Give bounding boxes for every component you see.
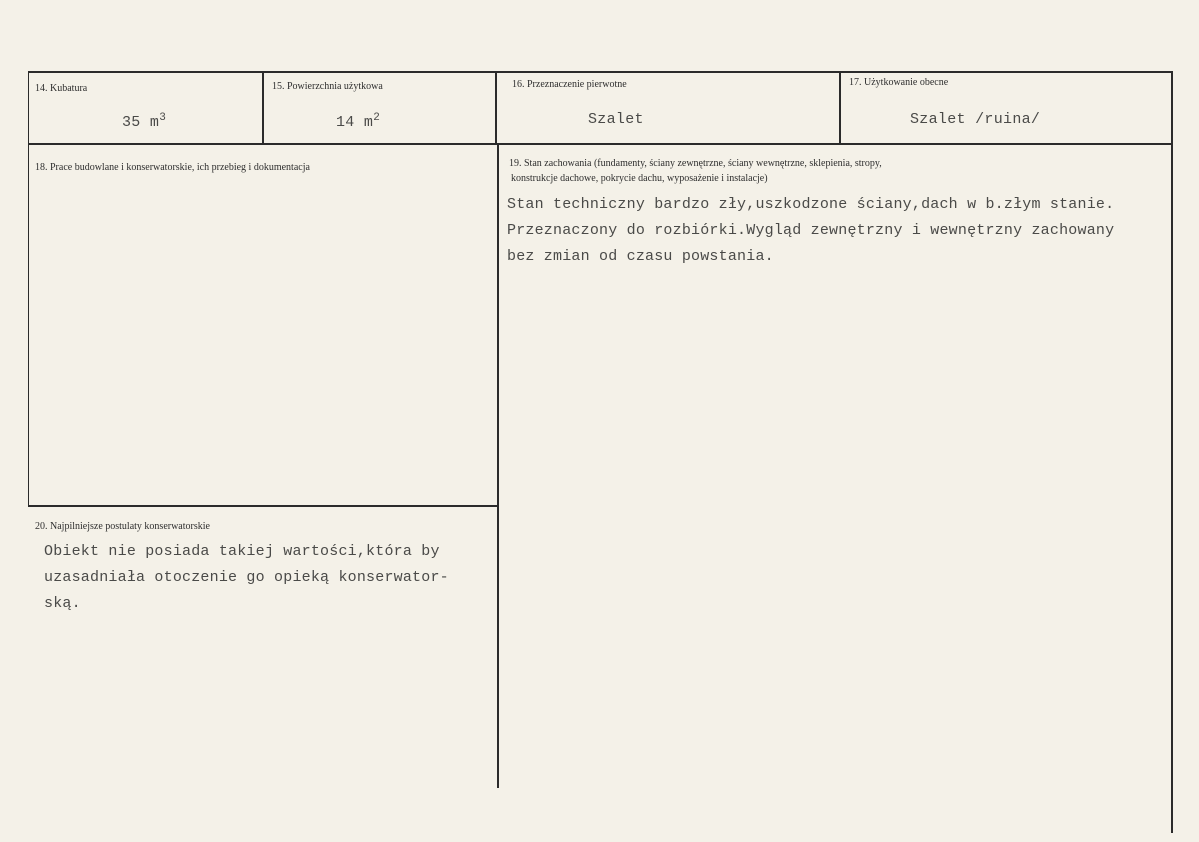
field-19-line: Stan techniczny bardzo zły,uszkodzone ściany,dach w b.złym stanie. xyxy=(507,196,1115,213)
divider-15-16 xyxy=(495,71,497,145)
field-15-label: 15. Powierzchnia użytkowa xyxy=(272,81,383,92)
header-bottom-rule xyxy=(28,143,1173,145)
field-14-value-text: 35 m xyxy=(122,114,160,131)
field-14-value xyxy=(122,112,166,131)
divider-16-17 xyxy=(839,71,841,145)
left-border xyxy=(28,71,29,507)
field-19-line: bez zmian od czasu powstania. xyxy=(507,248,774,265)
field-16-value: Szalet xyxy=(588,111,644,128)
field-16-label: 16. Przeznaczenie pierwotne xyxy=(512,79,627,90)
field-17-label: 17. Użytkowanie obecne xyxy=(849,77,949,88)
divider-14-15 xyxy=(262,71,264,145)
field-20-line: Obiekt nie posiada takiej wartości,która by xyxy=(44,543,440,560)
field-20-line: ską. xyxy=(44,595,81,612)
field-15-exponent: 2 xyxy=(373,112,381,124)
top-rule xyxy=(28,71,1173,73)
field-20-label: 20. Najpilniejsze postulaty konserwatorskie xyxy=(35,521,210,532)
field-19-text xyxy=(507,192,1114,270)
field-14-label: 14. Kubatura xyxy=(35,83,88,94)
field-17-value: Szalet /ruina/ xyxy=(910,111,1041,128)
center-divider xyxy=(497,145,499,788)
field-19-line: Przeznaczony do rozbiórki.Wygląd zewnętrzny i wewnętrzny zachowany xyxy=(507,222,1115,239)
field-19-label-line-2: konstrukcje dachowe, pokrycie dachu, wyposażenie i instalacje) xyxy=(511,173,768,184)
field-15-value-text: 14 m xyxy=(336,114,374,131)
field-20-line: uzasadniała otoczenie go opieką konserwator- xyxy=(44,569,449,586)
section-18-bottom-rule xyxy=(28,505,497,507)
field-20-text xyxy=(44,539,449,617)
field-14-exponent: 3 xyxy=(159,112,167,124)
right-border xyxy=(1171,71,1173,833)
field-18-label: 18. Prace budowlane i konserwatorskie, ich przebieg i dokumentacja xyxy=(35,162,310,173)
field-19-label-line-1: 19. Stan zachowania (fundamenty, ściany zewnętrzne, ściany wewnętrzne, sklepienia, stropy, xyxy=(509,158,882,169)
field-15-value xyxy=(336,112,380,131)
